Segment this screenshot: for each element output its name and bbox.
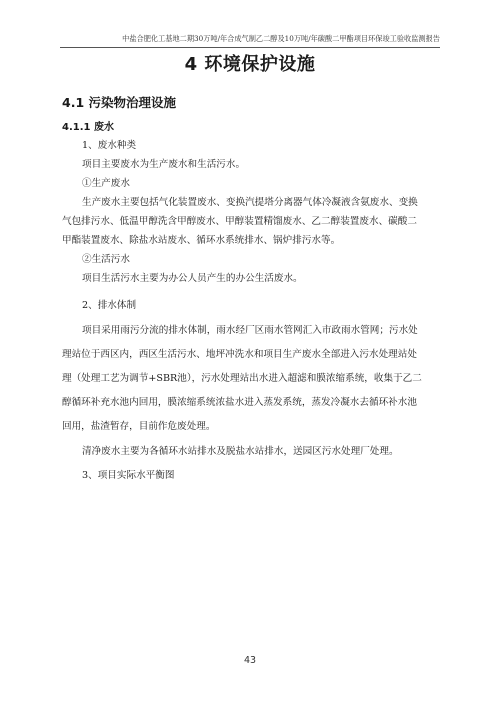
running-header: 中盐合肥化工基地二期30万吨/年合成气制乙二醇及10万吨/年碳酸二甲酯项目环保竣工验收监测报告 [60,34,440,48]
section-heading: 4.1 污染物治理设施 [62,95,176,110]
paragraph-line: 3、项目实际水平衡图 [82,470,175,481]
paragraph-line: 理（处理工艺为调节+SBR池），污水处理站出水进入超滤和膜浓缩系统，收集于乙二 [62,373,422,384]
paragraph-line: ①生产废水 [82,178,130,189]
paragraph-line: 理站位于西区内，西区生活污水、地坪冲洗水和项目生产废水全部进入污水处理站处 [62,349,417,360]
paragraph-line: 项目采用雨污分流的排水体制，雨水经厂区雨水管网汇入市政雨水管网；污水处 [82,325,418,336]
page-number: 43 [243,655,257,666]
paragraph-line: 甲酯装置废水、除盐水站废水、循环水系统排水、锅炉排污水等。 [62,235,341,246]
paragraph-line: 项目主要废水为生产废水和生活污水。 [82,159,246,170]
paragraph-line: 1、废水种类 [82,140,137,151]
paragraph-line: 2、排水体制 [82,300,137,311]
paragraph-line: ②生活污水 [82,254,130,265]
paragraph-line: 生产废水主要包括气化装置废水、变换汽提塔分离器气体冷凝液含氨废水、变换 [82,197,418,208]
chapter-title: 4 环境保护设施 [184,54,316,75]
paragraph-line: 回用，盐渣暂存，目前作危废处理。 [62,421,216,432]
paragraph-line: 清净废水主要为各循环水站排水及脱盐水站排水，送园区污水处理厂处理。 [82,446,399,457]
paragraph-line: 醇循环补充水池内回用，膜浓缩系统浓盐水进入蒸发系统，蒸发冷凝水去循环补水池 [62,397,417,408]
subsection-heading: 4.1.1 废水 [62,122,114,133]
paragraph-line: 项目生活污水主要为办公人员产生的办公生活废水。 [82,273,303,284]
paragraph-line: 气包排污水、低温甲醇洗含甲醇废水、甲醇装置精馏废水、乙二醇装置废水、碳酸二 [62,216,417,227]
